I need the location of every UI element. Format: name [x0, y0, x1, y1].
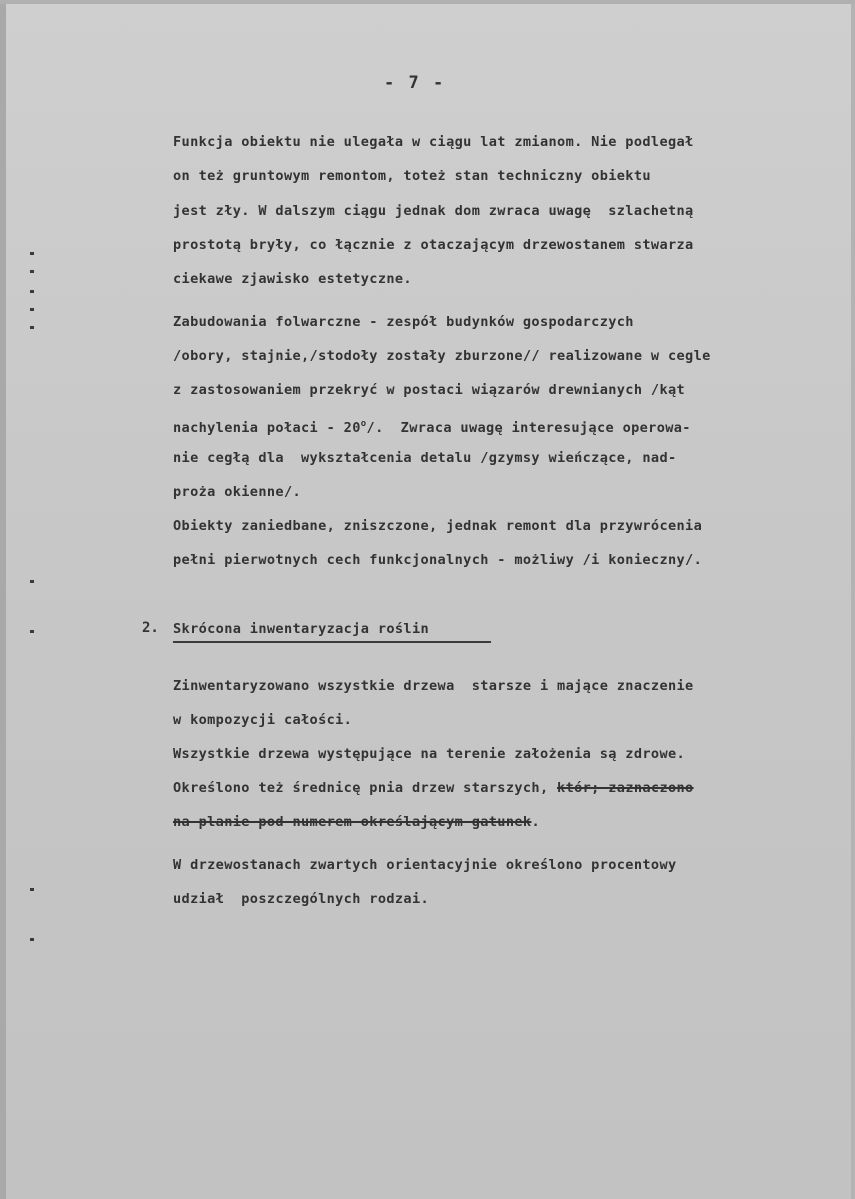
page-number: - 7 -	[384, 73, 446, 93]
sheet-top-edge	[0, 0, 855, 4]
text-line: W drzewostanach zwartych orientacyjnie określono procentowy	[173, 857, 677, 873]
section-title: Skrócona inwentaryzacja roślin	[173, 621, 430, 637]
text-segment: nachylenia połaci - 20	[173, 420, 361, 436]
sheet-right-edge	[851, 0, 855, 1199]
text-line: proża okienne/.	[173, 484, 302, 500]
struck-text: na planie pod numerem określającym gatunek	[173, 814, 532, 830]
margin-mark	[30, 252, 34, 255]
text-line	[173, 415, 691, 437]
margin-mark	[30, 580, 34, 583]
text-line: Zinwentaryzowano wszystkie drzewa starsze i mające znaczenie	[173, 678, 694, 694]
margin-mark	[30, 888, 34, 891]
heading-underline	[173, 641, 491, 643]
text-line: /obory, stajnie,/stodoły zostały zburzone// realizowane w cegle	[173, 348, 711, 364]
degree-superscript: o	[360, 419, 367, 429]
text-line: ciekawe zjawisko estetyczne.	[173, 271, 412, 287]
text-line: Obiekty zaniedbane, zniszczone, jednak remont dla przywrócenia	[173, 518, 703, 534]
text-line	[173, 779, 694, 797]
text-line: jest zły. W dalszym ciągu jednak dom zwraca uwagę szlachetną	[173, 203, 694, 219]
margin-mark	[30, 290, 34, 293]
struck-text: któr; zaznaczono	[557, 780, 694, 796]
text-line: udział poszczególnych rodzai.	[173, 891, 430, 907]
margin-mark	[30, 630, 34, 633]
text-segment: /. Zwraca uwagę interesujące operowa-	[366, 420, 691, 436]
text-line: z zastosowaniem przekryć w postaci wiązarów drewnianych /kąt	[173, 382, 686, 398]
text-line	[173, 813, 540, 831]
margin-mark	[30, 308, 34, 311]
margin-mark	[30, 938, 34, 941]
text-segment: .	[531, 814, 540, 830]
section-number: 2.	[142, 620, 159, 636]
text-line: Wszystkie drzewa występujące na terenie założenia są zdrowe.	[173, 746, 686, 762]
text-line: Funkcja obiektu nie ulegała w ciągu lat zmianom. Nie podlegał	[173, 134, 694, 150]
text-line: pełni pierwotnych cech funkcjonalnych - możliwy /i konieczny/.	[173, 552, 703, 568]
margin-mark	[30, 270, 34, 273]
text-line: on też gruntowym remontom, toteż stan techniczny obiektu	[173, 168, 651, 184]
text-line: prostotą bryły, co łącznie z otaczającym drzewostanem stwarza	[173, 237, 694, 253]
margin-mark	[30, 326, 34, 329]
text-line: w kompozycji całości.	[173, 712, 353, 728]
text-segment: Określono też średnicę pnia drzew starszych,	[173, 780, 558, 796]
sheet-left-edge	[0, 0, 6, 1199]
text-line: nie cegłą dla wykształcenia detalu /gzymsy wieńczące, nad-	[173, 450, 677, 466]
text-line: Zabudowania folwarczne - zespół budynków gospodarczych	[173, 314, 634, 330]
